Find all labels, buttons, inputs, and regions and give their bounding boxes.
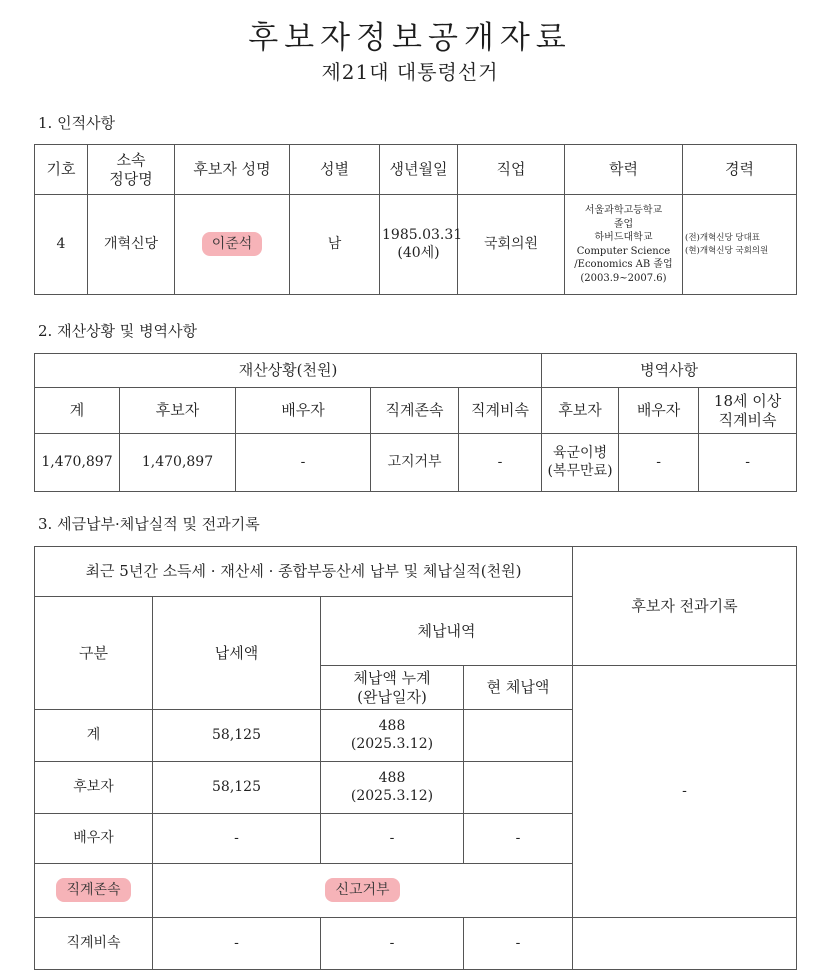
candidate-party: 개혁신당: [88, 195, 175, 295]
col-descendants: 직계비속: [459, 388, 542, 434]
tax-row-arrears-current: -: [464, 814, 573, 864]
personal-info-table: [34, 144, 797, 295]
property-candidate: 1,470,897: [120, 434, 236, 492]
group-tax: 최근 5년간 소득세 · 재산세 · 종합부동산세 납부 및 체납실적(천원): [35, 547, 573, 597]
tax-row-label: 직계존속: [56, 878, 130, 902]
tax-row-arrears-total: -: [321, 814, 464, 864]
education-line: 졸업: [613, 218, 634, 230]
military-candidate: 육군이병 (복무만료): [542, 434, 619, 492]
property-spouse: -: [236, 434, 371, 492]
group-military: 병역사항: [542, 354, 797, 388]
document-subtitle: 제21대 대통령선거: [321, 60, 499, 84]
tax-row-paid: -: [153, 918, 321, 970]
col-ascendants: 직계존속: [371, 388, 459, 434]
col-gender: 성별: [290, 145, 380, 195]
col-job: 직업: [458, 145, 565, 195]
col-number: 기호: [35, 145, 88, 195]
col-candidate: 후보자: [120, 388, 236, 434]
col-mil-candidate: 후보자: [542, 388, 619, 434]
candidate-education: [565, 195, 683, 295]
candidate-career: [683, 195, 797, 295]
tax-row-paid: -: [153, 814, 321, 864]
col-party: 소속 정당명: [88, 145, 175, 195]
col-arrears: 체납내역: [321, 597, 573, 666]
career-line: (전)개혁신당 당대표: [685, 233, 761, 244]
col-mil-descendants: 18세 이상 직계비속: [699, 388, 797, 434]
group-criminal-cell: [573, 547, 797, 918]
tax-row-arrears-total: 488 (2025.3.12): [321, 710, 464, 762]
military-spouse: -: [619, 434, 699, 492]
property-military-table: [34, 353, 797, 492]
tax-row-label-cell: [35, 864, 153, 918]
col-arrears-total: 체납액 누계 (완납일자): [321, 666, 464, 710]
tax-row-arrears-total: -: [321, 918, 464, 970]
criminal-record-bottom: [573, 918, 797, 970]
tax-row-arrears-current: [464, 762, 573, 814]
education-line: 하버드대학교: [594, 232, 653, 243]
tax-row-merged-value: 신고거부: [325, 878, 399, 902]
section3-heading: 3. 세금납부·체납실적 및 전과기록: [38, 515, 260, 533]
col-tax-paid: 납세액: [153, 597, 321, 710]
criminal-record-value: -: [682, 782, 687, 799]
group-criminal: 후보자 전과기록: [573, 547, 796, 666]
candidate-name: 이준석: [202, 232, 263, 256]
military-descendants: -: [699, 434, 797, 492]
col-category: 구분: [35, 597, 153, 710]
col-education: 학력: [565, 145, 683, 195]
group-property: 재산상황(천원): [35, 354, 542, 388]
tax-row-label: 직계비속: [35, 918, 153, 970]
col-total: 계: [35, 388, 120, 434]
col-career: 경력: [683, 145, 797, 195]
col-arrears-current: 현 체납액: [464, 666, 573, 710]
property-ascendants: 고지거부: [371, 434, 459, 492]
col-birth: 생년월일: [380, 145, 458, 195]
candidate-name-cell: [175, 195, 290, 295]
candidate-birth: 1985.03.31 (40세): [380, 195, 458, 295]
education-line: 서울과학고등학교: [584, 205, 663, 216]
col-spouse: 배우자: [236, 388, 371, 434]
candidate-gender: 남: [290, 195, 380, 295]
col-mil-spouse: 배우자: [619, 388, 699, 434]
tax-row-arrears-total: 488 (2025.3.12): [321, 762, 464, 814]
education-line: (2003.9~2007.6): [580, 272, 667, 284]
document-title: 후보자정보공개자료: [248, 20, 572, 56]
education-line: /Economics AB 졸업: [574, 259, 673, 270]
candidate-number: 4: [35, 195, 88, 295]
property-descendants: -: [459, 434, 542, 492]
tax-row-label: 계: [35, 710, 153, 762]
tax-row-label: 후보자: [35, 762, 153, 814]
tax-row-paid: 58,125: [153, 762, 321, 814]
section1-heading: 1. 인적사항: [38, 114, 116, 132]
candidate-job: 국회의원: [458, 195, 565, 295]
tax-row-label: 배우자: [35, 814, 153, 864]
tax-row-arrears-current: [464, 710, 573, 762]
education-line: Computer Science: [576, 245, 671, 257]
tax-row-paid: 58,125: [153, 710, 321, 762]
tax-criminal-table: [34, 546, 797, 970]
career-line: (현)개혁신당 국회의원: [685, 245, 769, 256]
section2-heading: 2. 재산상황 및 병역사항: [38, 322, 198, 340]
col-name: 후보자 성명: [175, 145, 290, 195]
tax-row-merged-cell: [153, 864, 573, 918]
property-total: 1,470,897: [35, 434, 120, 492]
tax-row-arrears-current: -: [464, 918, 573, 970]
